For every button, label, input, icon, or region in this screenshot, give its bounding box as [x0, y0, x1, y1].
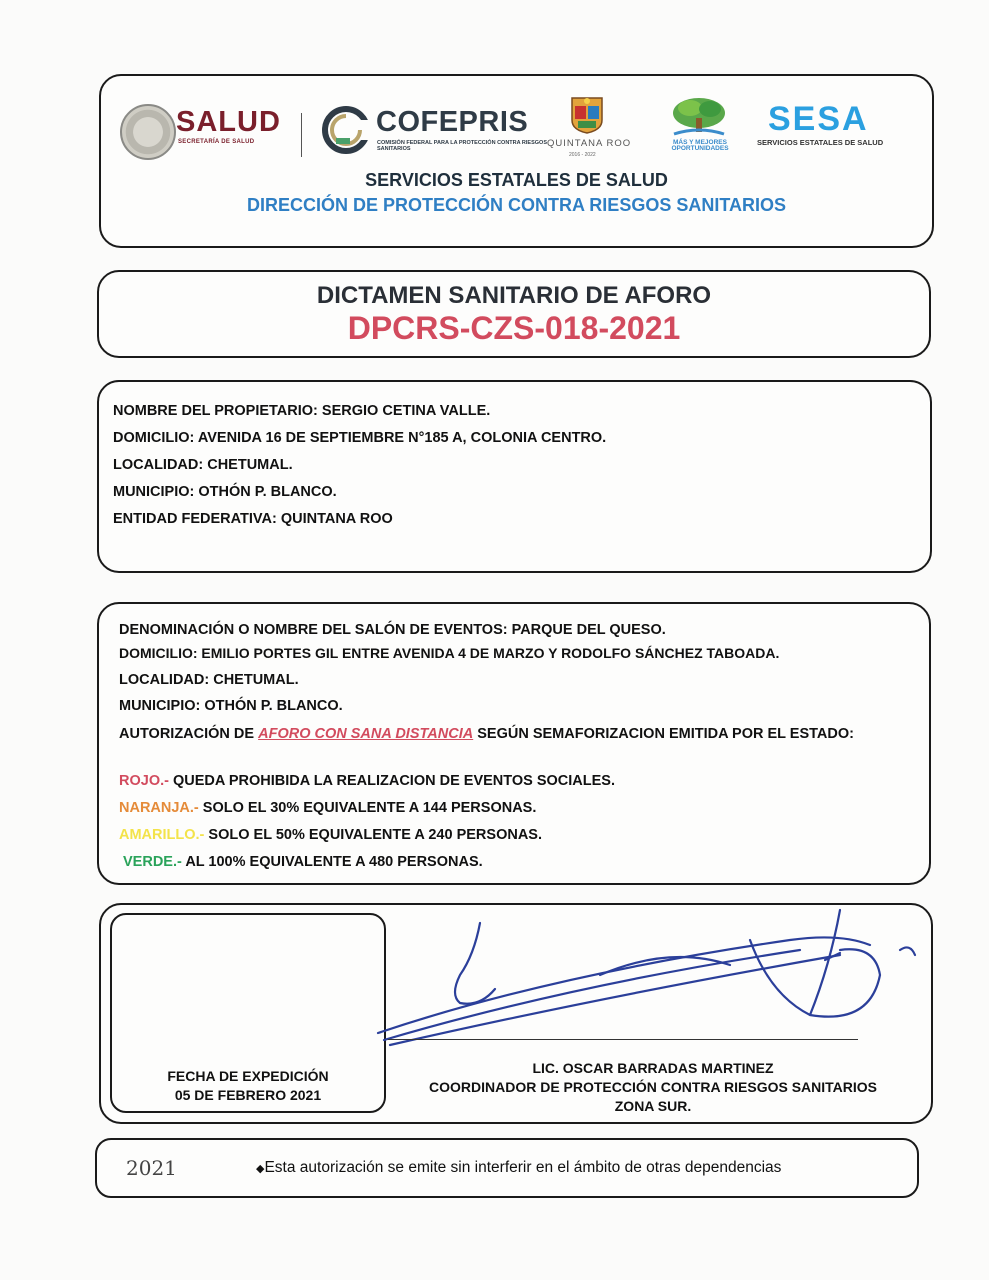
- cofepris-logo-text: COFEPRIS: [376, 106, 529, 138]
- signer-position: COORDINADOR DE PROTECCIÓN CONTRA RIESGOS SANITARIOS: [428, 1079, 878, 1095]
- venue-locality: LOCALIDAD: CHETUMAL.: [119, 672, 299, 688]
- salud-subtitle: SECRETARÍA DE SALUD: [178, 139, 255, 145]
- signer-zone: ZONA SUR.: [614, 1098, 692, 1114]
- quintana-roo-text: QUINTANA ROO: [547, 138, 632, 149]
- authorization-prefix: AUTORIZACIÓN DE: [119, 726, 259, 742]
- verde-text: AL 100% EQUIVALENTE A 480 PERSONAS.: [181, 854, 483, 870]
- handwritten-signature: [370, 905, 930, 1065]
- footer-note: [256, 1159, 781, 1177]
- authorization-text: [119, 725, 909, 743]
- sesa-subtitle: SERVICIOS ESTATALES DE SALUD: [757, 138, 884, 147]
- footer-year: 2021: [126, 1156, 177, 1180]
- cofepris-c-icon: [322, 106, 370, 154]
- issue-date-label: FECHA DE EXPEDICIÓN: [167, 1068, 329, 1084]
- aforo-sana-distancia-link[interactable]: AFORO CON SANA DISTANCIA: [258, 726, 474, 742]
- document-code: DPCRS-CZS-018-2021: [347, 310, 681, 346]
- diamond-bullet-icon: ◆: [256, 1163, 265, 1175]
- rojo-text: QUEDA PROHIBIDA LA REALIZACION DE EVENTOS SOCIALES.: [168, 773, 615, 789]
- logo-divider: [301, 113, 302, 157]
- owner-name: NOMBRE DEL PROPIETARIO: SERGIO CETINA VALLE.: [113, 403, 491, 419]
- header-line-1: SERVICIOS ESTATALES DE SALUD: [365, 170, 668, 190]
- rojo-label: ROJO.-: [119, 773, 169, 789]
- salud-logo-text: SALUD: [176, 106, 281, 138]
- owner-municipality: MUNICIPIO: OTHÓN P. BLANCO.: [113, 484, 337, 500]
- tree-logo-icon: [668, 96, 730, 138]
- naranja-rule: [119, 800, 536, 816]
- quintana-roo-years: 2016 - 2022: [569, 152, 596, 158]
- authorization-suffix: SEGÚN SEMAFORIZACION EMITIDA POR EL ESTADO:: [473, 726, 854, 742]
- amarillo-rule: [119, 827, 542, 843]
- venue-name: DENOMINACIÓN O NOMBRE DEL SALÓN DE EVENTOS: PARQUE DEL QUESO.: [119, 622, 666, 638]
- owner-address: DOMICILIO: AVENIDA 16 DE SEPTIEMBRE N°185 A, COLONIA CENTRO.: [113, 430, 607, 446]
- header-line-2: DIRECCIÓN DE PROTECCIÓN CONTRA RIESGOS SANITARIOS: [246, 195, 787, 215]
- venue-address: DOMICILIO: EMILIO PORTES GIL ENTRE AVENIDA 4 DE MARZO Y RODOLFO SÁNCHEZ TABOADA.: [119, 645, 780, 661]
- signer-name: LIC. OSCAR BARRADAS MARTINEZ: [532, 1060, 774, 1076]
- naranja-label: NARANJA.-: [119, 800, 199, 816]
- document-title: DICTAMEN SANITARIO DE AFORO: [316, 282, 712, 309]
- quintana-roo-emblem-icon: [570, 94, 604, 134]
- amarillo-label: AMARILLO.-: [119, 827, 205, 843]
- amarillo-text: SOLO EL 50% EQUIVALENTE A 240 PERSONAS.: [204, 827, 542, 843]
- oportunidades-text: MÁS Y MEJORES OPORTUNIDADES: [671, 139, 729, 152]
- verde-label: VERDE.-: [123, 854, 182, 870]
- issue-date-value: 05 DE FEBRERO 2021: [174, 1087, 322, 1103]
- sesa-logo-text: SESA: [768, 100, 869, 138]
- mexico-seal-icon: [120, 104, 176, 160]
- owner-state: ENTIDAD FEDERATIVA: QUINTANA ROO: [113, 511, 393, 527]
- verde-rule: [123, 854, 483, 870]
- rojo-rule: [119, 773, 615, 789]
- venue-municipality: MUNICIPIO: OTHÓN P. BLANCO.: [119, 698, 343, 714]
- footer-note-text: Esta autorización se emite sin interferir en el ámbito de otras dependencias: [264, 1159, 782, 1176]
- cofepris-subtitle: COMISIÓN FEDERAL PARA LA PROTECCIÓN CONTRA RIESGOS SANITARIOS: [377, 140, 547, 152]
- naranja-text: SOLO EL 30% EQUIVALENTE A 144 PERSONAS.: [198, 800, 537, 816]
- owner-locality: LOCALIDAD: CHETUMAL.: [113, 457, 293, 473]
- signature-line: [388, 1039, 858, 1040]
